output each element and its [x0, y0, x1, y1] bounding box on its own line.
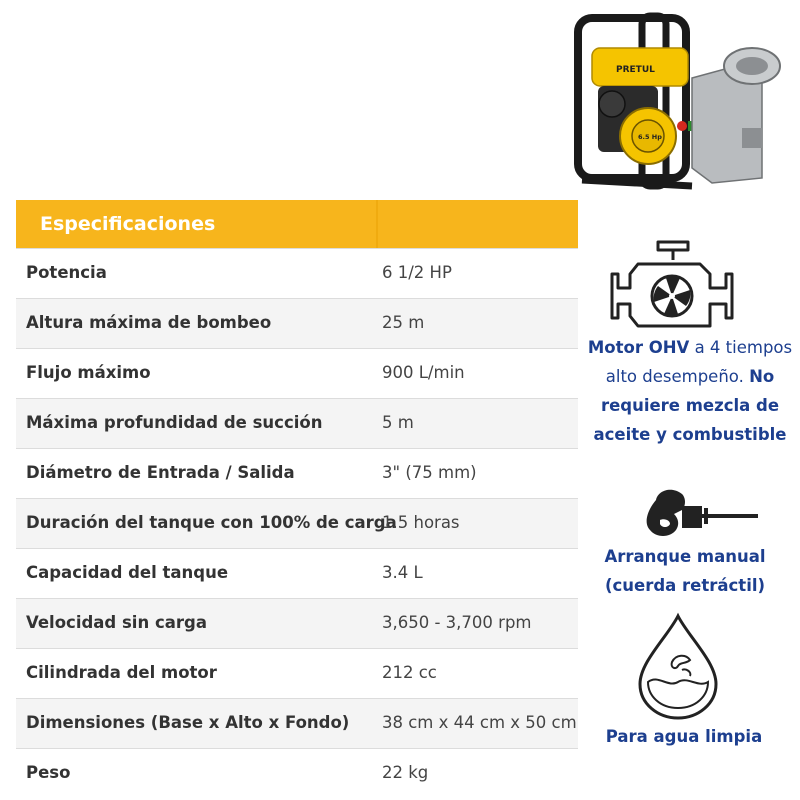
spec-label: Duración del tanque con 100% de carga	[26, 513, 397, 532]
motor-feature-bold4: aceite y combustible	[593, 425, 787, 444]
water-pump-image	[572, 8, 794, 194]
specifications-title: Especificaciones	[40, 213, 216, 235]
spec-label: Flujo máximo	[26, 363, 151, 382]
motor-feature-bold2: No	[749, 367, 775, 386]
spec-row	[16, 548, 578, 598]
spec-value: 5 m	[382, 413, 414, 432]
engine-icon	[608, 238, 736, 334]
spec-label: Cilindrada del motor	[26, 663, 217, 682]
motor-feature-bold3: requiere mezcla de	[600, 396, 780, 415]
motor-feature-normal2: alto desempeño.	[605, 367, 750, 386]
spec-value: 3" (75 mm)	[382, 463, 477, 482]
start-feature-text	[580, 542, 790, 600]
spec-value: 3,650 - 3,700 rpm	[382, 613, 532, 632]
spec-row	[16, 748, 578, 798]
spec-row	[16, 598, 578, 648]
spec-label: Altura máxima de bombeo	[26, 313, 272, 332]
spec-row	[16, 398, 578, 448]
spec-value: 900 L/min	[382, 363, 465, 382]
spec-value: 22 kg	[382, 763, 429, 782]
water-drop-icon	[632, 612, 724, 724]
engine-badge: 6.5 Hp	[638, 133, 662, 141]
spec-label: Diámetro de Entrada / Salida	[26, 463, 295, 482]
specifications-table	[16, 200, 578, 798]
spec-value: 38 cm x 44 cm x 50 cm	[382, 713, 577, 732]
water-feature-line1: Para agua limpia	[605, 727, 763, 746]
spec-row	[16, 448, 578, 498]
spec-value: 6 1/2 HP	[382, 263, 452, 282]
spec-value: 25 m	[382, 313, 425, 332]
spec-value: 3.4 L	[382, 563, 423, 582]
spec-value: 212 cc	[382, 663, 437, 682]
spec-value: 1.5 horas	[382, 513, 460, 532]
spec-label: Velocidad sin carga	[26, 613, 207, 632]
motor-feature-normal1: a 4 tiempos	[689, 338, 793, 357]
spec-label: Capacidad del tanque	[26, 563, 229, 582]
specifications-rows	[16, 248, 578, 798]
spec-row	[16, 698, 578, 748]
spec-label: Potencia	[26, 263, 107, 282]
pull-start-icon	[634, 484, 764, 548]
water-feature-text	[594, 722, 774, 751]
spec-row	[16, 298, 578, 348]
spec-row	[16, 248, 578, 298]
spec-label: Peso	[26, 763, 71, 782]
pump-brand-label: PRETUL	[616, 65, 655, 75]
spec-row	[16, 648, 578, 698]
motor-feature-bold1: Motor OHV	[587, 338, 690, 357]
specifications-header	[16, 200, 578, 248]
start-feature-line1: Arranque manual	[604, 547, 766, 566]
spec-row	[16, 348, 578, 398]
spec-label: Máxima profundidad de succión	[26, 413, 323, 432]
spec-label: Dimensiones (Base x Alto x Fondo)	[26, 713, 350, 732]
start-feature-line2: (cuerda retráctil)	[604, 576, 766, 595]
motor-feature-text	[580, 333, 800, 449]
spec-row	[16, 498, 578, 548]
header-divider	[376, 200, 378, 248]
